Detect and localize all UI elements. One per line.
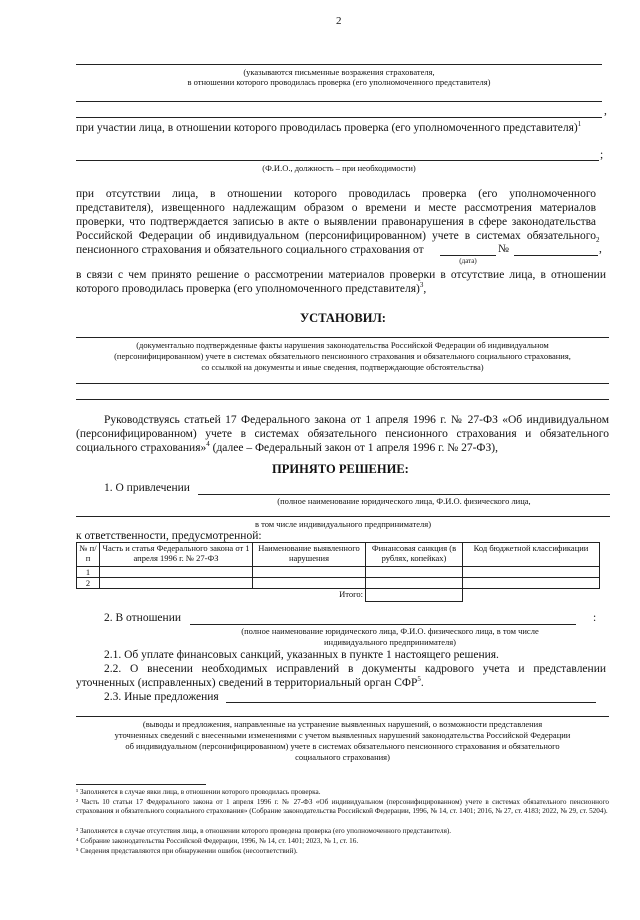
item2-2-text: 2.2. О внесении необходимых исправлений в документы кадрового учета и представлении уточненных (исправленных) сведений в территориальный орган СФР: [76, 663, 606, 689]
established-heading: УСТАНОВИЛ:: [300, 311, 386, 325]
conclusions-line: [76, 716, 609, 717]
objections-caption-1: (указываются письменные возражения страхователя,: [243, 67, 435, 77]
facts-line: [76, 337, 609, 338]
item2-line: [190, 624, 576, 625]
liability-text: к ответственности, предусмотренной:: [76, 530, 262, 542]
table-header-violation: Наименование выявленного нарушения: [253, 543, 366, 567]
table-cell-num: 1: [77, 567, 100, 578]
footnote-3: ³ Заполняется в случае отсутствия лица, в отношении которого проведена проверка (его уполномоченного представителя).: [76, 827, 452, 835]
decision-absence-comma: ,: [423, 283, 427, 295]
item1-line: [198, 494, 610, 495]
guided-tail: (далее – Федеральный закон от 1 апреля 1996 г. № 27-ФЗ),: [209, 442, 498, 454]
table-cell-num: 2: [77, 578, 100, 589]
item2-2: [76, 662, 606, 690]
table-total-value: [366, 589, 463, 602]
entity-caption-3: (полное наименование юридического лица, Ф.И.О. физического лица, в том числе: [241, 626, 539, 636]
conclusions-caption-4: социального страхования): [295, 752, 390, 762]
facts-line-3: [76, 399, 609, 400]
conclusions-caption-1: (выводы и предложения, направленные на устранение выявленных нарушений, о возможности представления: [142, 719, 543, 729]
guided-paragraph: [76, 413, 609, 455]
table-cell: [366, 567, 463, 578]
objections-line-2: [76, 101, 602, 102]
table-cell: [100, 578, 253, 589]
item2-3: 2.3. Иные предложения: [104, 691, 219, 703]
fio-semicolon: ;: [600, 149, 604, 161]
objections-comma: ,: [604, 105, 607, 117]
objections-line: [76, 64, 602, 65]
decision-heading: ПРИНЯТО РЕШЕНИЕ:: [272, 462, 409, 476]
footnote-1: ¹ Заполняется в случае явки лица, в отношении которого проводилась проверка.: [76, 788, 321, 796]
table-cell: [463, 578, 600, 589]
fio-line: [76, 160, 599, 161]
footnote-mark-2: 2: [596, 236, 600, 244]
guided-text: Руководствуясь статьей 17 Федерального закона от 1 апреля 1996 г. № 27-ФЗ «Об индивидуальном (персонифицированном) учете в системах обязательного пенсионного страхования и обязательного социального страхования»: [76, 414, 609, 454]
footnote-mark-3: 3: [419, 281, 424, 290]
decision-absence-text: в связи с чем принято решение о рассмотрении материалов проверки в отсутствие лица, в отношении которого проводилась проверка (его уполномоченного представителя): [76, 269, 606, 295]
objections-caption-2: в отношении которого проводилась проверка (его уполномоченного представителя): [187, 77, 491, 87]
fio-caption: (Ф.И.О., должность – при необходимости): [262, 163, 416, 173]
entity-caption-1: (полное наименование юридического лица, Ф.И.О. физического лица,: [277, 496, 531, 506]
table-row: [77, 567, 600, 578]
facts-caption-1: (документально подтвержденные факты нарушения законодательства Российской Федерации об индивидуальном: [136, 340, 549, 350]
footnote-4: ⁴ Собрание законодательства Российской Федерации, 1996, № 14, ст. 1401; 2023, № 1, ст. 16.: [76, 837, 359, 845]
act-number-sign: №: [498, 243, 509, 255]
table-header-sanction: Финансовая санкция (в рублях, копейках): [366, 543, 463, 567]
item2-3-line: [226, 702, 596, 703]
table-header-article: Часть и статья Федерального закона от 1 апреля 1996 г. № 27-ФЗ: [100, 543, 253, 567]
table-cell: [100, 567, 253, 578]
participation-label: при участии лица, в отношении которого проводилась проверка (его уполномоченного представителя): [76, 122, 578, 134]
item1-label: 1. О привлечении: [104, 482, 190, 494]
conclusions-caption-3: об индивидуальном (персонифицированном) учете в системах обязательного пенсионного страхования и обязательного: [125, 741, 560, 751]
conclusions-caption-2: уточненных сведений с внесенными изменениями с учетом выявленных нарушений законодательства Российской Федерации: [114, 730, 571, 740]
page-number: 2: [336, 15, 342, 27]
item1-line-2: [76, 516, 610, 517]
facts-caption-3: со ссылкой на документы и иные сведения, подтверждающие обстоятельства): [201, 362, 484, 372]
act-comma: ,: [599, 243, 602, 255]
facts-line-2: [76, 383, 609, 384]
act-number-line: [514, 255, 598, 256]
footnote-separator: [76, 784, 206, 785]
absence-paragraph: при отсутствии лица, в отношении которого проводилась проверка (его уполномоченного представителя), извещенного надлежащим образом о времени и месте рассмотрения материалов проверки, что подтверждается записью в акте о выявлении правонарушения в сфере законодательства Российской Федерации об индивидуальном (персонифицированном) учете в системах обязательного пенсионного страхования и обязательного социального страхования от: [76, 188, 596, 256]
footnote-5: ⁵ Сведения представляются при обнаружении ошибок (несоответствий).: [76, 847, 298, 855]
entity-caption-2: в том числе индивидуального предпринимателя): [254, 519, 432, 529]
footnote-2: ² Часть 10 статьи 17 Федерального закона от 1 апреля 1996 г. № 27-ФЗ «Об индивидуальном (персонифицированном) учете в системах обязательного пенсионного страхования и обязательного социального страхования» (Собрание законодательства Российской Федерации, 1996, № 14, ст. 1401; 2016, № 27, ст. 4183; 2022, № 29, ст. 5204).: [76, 798, 609, 815]
item2-label: 2. В отношении: [104, 612, 181, 624]
footnote-mark-5: 5: [417, 675, 421, 684]
table-header-kbk: Код бюджетной классификации: [463, 543, 600, 567]
table-cell: [253, 567, 366, 578]
table-cell: [463, 567, 600, 578]
table-cell: [366, 578, 463, 589]
objections-line-3: [76, 117, 602, 118]
table-total-row: [77, 589, 600, 602]
footnote-mark-1: 1: [577, 120, 582, 129]
item2-2-end: .: [420, 677, 424, 689]
sanctions-table: [76, 542, 600, 602]
table-cell: [253, 578, 366, 589]
item2-1: 2.1. Об уплате финансовых санкций, указанных в пункте 1 настоящего решения.: [104, 649, 499, 661]
decision-absence-paragraph: [76, 268, 606, 296]
facts-caption-2: (персонифицированном) учете в системах обязательного пенсионного страхования и обязательного социального страхования,: [114, 351, 571, 361]
date-caption: (дата): [459, 257, 477, 265]
item2-colon: :: [593, 612, 597, 624]
table-header-num: № п/п: [77, 543, 100, 567]
table-row: [77, 578, 600, 589]
participation-text: [76, 121, 581, 135]
table-total-empty: [463, 589, 600, 602]
footnote-mark-4: 4: [206, 440, 210, 449]
entity-caption-4: индивидуального предпринимателя): [324, 637, 456, 647]
table-total-label: Итого:: [77, 589, 366, 602]
